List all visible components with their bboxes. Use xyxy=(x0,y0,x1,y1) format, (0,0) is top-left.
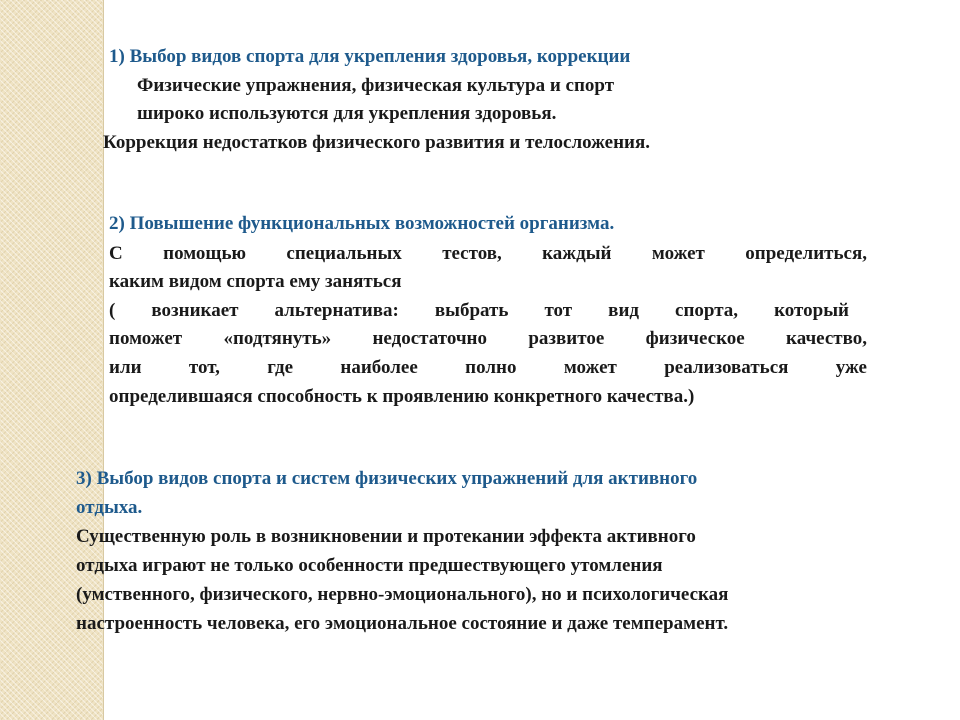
section3-heading-line2: отдыха. xyxy=(76,497,143,518)
section3-line3: (умственного, физического, нервно-эмоционального), но и психологическая xyxy=(76,584,729,605)
section3-heading-line1: 3) Выбор видов спорта и систем физических упражнений для активного xyxy=(76,468,698,489)
section2-line2: каким видом спорта ему заняться xyxy=(109,271,402,292)
section2-line6: определившаяся способность к проявлению конкретного качества.) xyxy=(109,386,695,407)
section2-line5: или тот, где наиболее полно может реализоваться уже xyxy=(109,357,867,378)
section1-line2: широко используются для укрепления здоровья. xyxy=(137,103,557,124)
section2-heading: 2) Повышение функциональных возможностей организма. xyxy=(109,213,615,234)
section1-line3: Коррекция недостатков физического развития и телосложения. xyxy=(103,132,651,153)
section1-line1: Физические упражнения, физическая культура и спорт xyxy=(137,75,615,96)
section3-line4: настроенность человека, его эмоциональное состояние и даже темперамент. xyxy=(76,613,729,634)
section3-line2: отдыха играют не только особенности предшествующего утомления xyxy=(76,555,663,576)
section2-line3: ( возникает альтернатива: выбрать тот вид спорта, который xyxy=(109,300,849,321)
section2-line1: С помощью специальных тестов, каждый может определиться, xyxy=(109,243,867,264)
section3-line1: Существенную роль в возникновении и протекании эффекта активного xyxy=(76,526,696,547)
section2-line4: поможет «подтянуть» недостаточно развитое физическое качество, xyxy=(109,328,867,349)
section1-heading: 1) Выбор видов спорта для укрепления здоровья, коррекции xyxy=(109,46,631,67)
